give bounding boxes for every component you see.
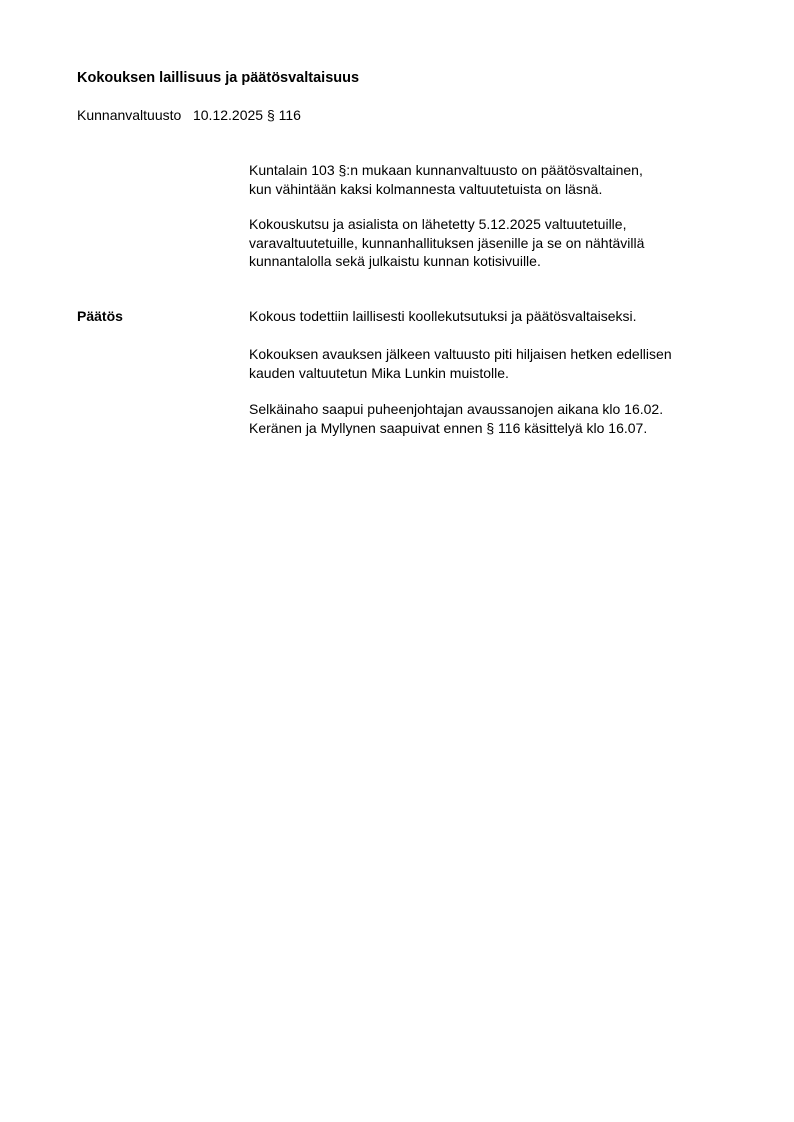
meeting-section: § 116 [266, 107, 301, 123]
decision-paragraph-2 [249, 345, 749, 382]
legal-basis-text: Kuntalain 103 §:n mukaan kunnanvaltuusto on päätösvaltainen, kun vähintään kaksi kolmannesta valtuutetuista on läsnä. [249, 162, 643, 197]
background-paragraph-2 [249, 215, 749, 271]
decision-paragraph-1 [249, 307, 749, 326]
decision-paragraph-3 [249, 400, 749, 437]
decision-text-3: Selkäinaho saapui puheenjohtajan avaussanojen aikana klo 16.02. Keränen ja Myllynen saapuivat ennen § 116 käsittelyä klo 16.07. [249, 401, 664, 436]
background-paragraph-1 [249, 161, 749, 198]
meeting-body: Kunnanvaltuusto [77, 107, 182, 123]
decision-text-2: Kokouksen avauksen jälkeen valtuusto piti hiljaisen hetken edellisen kauden valtuutetun Mika Lunkin muistolle. [249, 346, 672, 381]
decision-label: Päätös [77, 308, 123, 324]
invitation-text: Kokouskutsu ja asialista on lähetetty 5.12.2025 valtuutetuille, varavaltuutetuille, kunnanhallituksen jäsenille ja se on nähtävillä kunnantalolla sekä julkaistu kunnan kotisivuille. [249, 216, 645, 269]
decision-text-1: Kokous todettiin laillisesti koollekutsutuksi ja päätösvaltaiseksi. [249, 308, 637, 324]
meeting-reference [77, 106, 301, 125]
document-title: Kokouksen laillisuus ja päätösvaltaisuus [77, 70, 360, 86]
meeting-date: 10.12.2025 [192, 107, 264, 123]
